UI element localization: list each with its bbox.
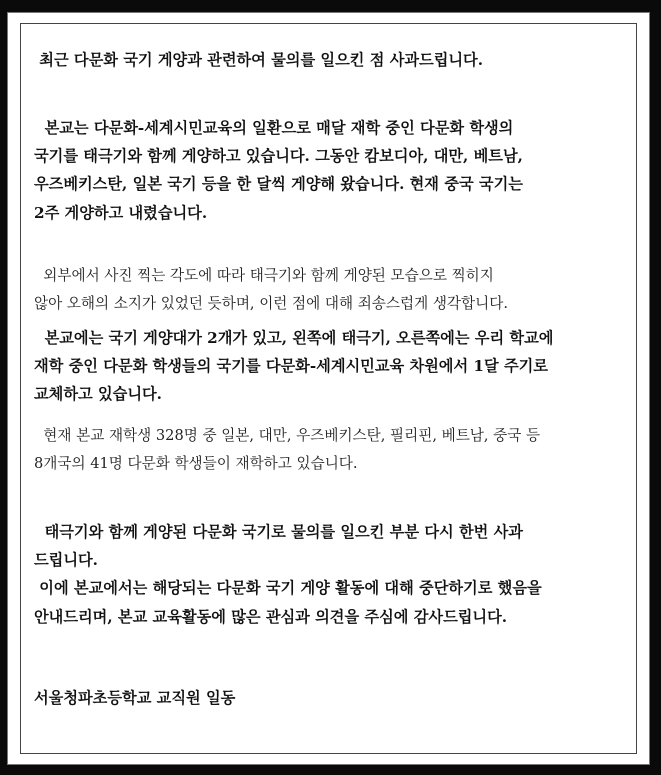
apology-title: 최근 다문화 국기 게양과 관련하여 물의를 일으킨 점 사과드립니다. [34,51,484,69]
paragraph-background: 본교는 다문화-세계시민교육의 일환으로 매달 재학 중인 다문화 학생의 국기를 태극기와 함께 게양하고 있습니다. 그동안 캄보디아, 대만, 베트남, 우즈베키스탄, 일본 국기 등을 한 달씩 게양해 왔습니다. 현재 중국 국기는 2주 게양하고 내렸습니다. [34,119,523,222]
paragraph-flagpoles: 본교에는 국기 게양대가 2개가 있고, 왼쪽에 태극기, 오른쪽에는 우리 학교에 재학 중인 다문화 학생들의 국기를 다문화-세계시민교육 차원에서 1달 주기로 교체하고 있습니다. [34,329,554,404]
paragraph-apology-and-decision: 태극기와 함께 게양된 다문화 국기로 물의를 일으킨 부분 다시 한번 사과 드립니다. 이에 본교에서는 해당되는 다문화 국기 게양 활동에 대해 중단하기로 했음을 안내드리며, 본교 교육활동에 많은 관심과 의견을 주심에 감사드립니다. [34,523,542,626]
document-frame [7,12,650,765]
paragraph-misunderstanding: 외부에서 사진 찍는 각도에 따라 태극기와 함께 게양된 모습으로 찍히지 않아 오해의 소지가 있었던 듯하며, 이런 점에 대해 죄송스럽게 생각합니다. [34,267,508,313]
paragraph-students: 현재 본교 재학생 328명 중 일본, 대만, 우즈베키스탄, 필리핀, 베트남, 중국 등 8개국의 41명 다문화 학생들이 재학하고 있습니다. [34,427,541,473]
document-border [20,23,637,754]
signature: 서울청파초등학교 교직원 일동 [34,689,236,707]
